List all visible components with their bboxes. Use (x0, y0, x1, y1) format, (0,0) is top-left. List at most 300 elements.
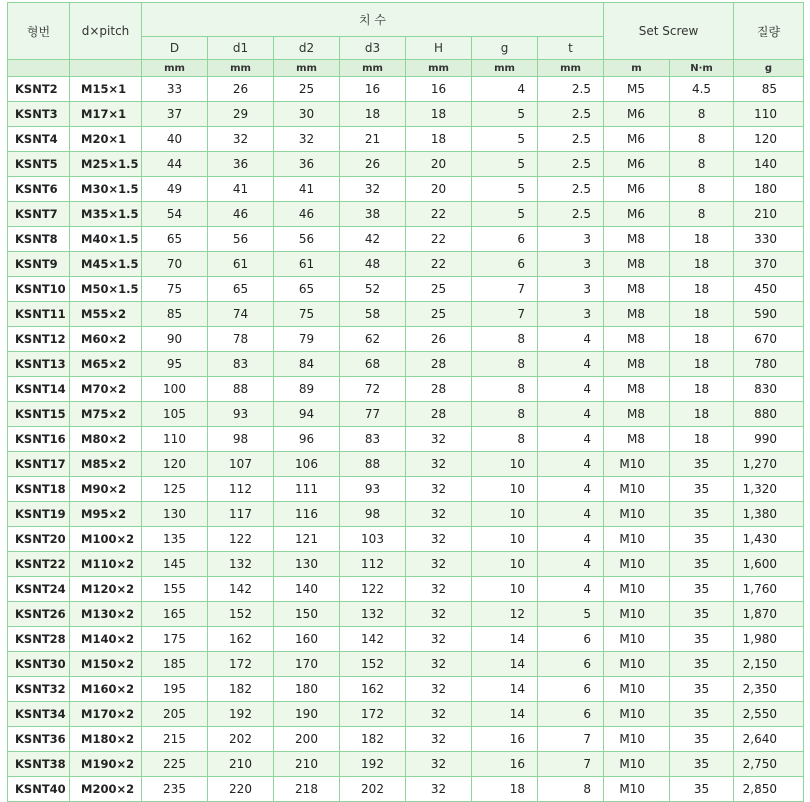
cell-D: 165 (142, 602, 208, 627)
cell-t: 2.5 (538, 77, 604, 102)
cell-H: 32 (406, 677, 472, 702)
cell-model: KSNT24 (8, 577, 70, 602)
cell-t: 2.5 (538, 102, 604, 127)
header-pitch: d×pitch (70, 3, 142, 60)
cell-D: 175 (142, 627, 208, 652)
cell-g: 18 (472, 777, 538, 802)
cell-model: KSNT32 (8, 677, 70, 702)
table-row (8, 277, 804, 302)
table-body (8, 77, 804, 802)
cell-D: 105 (142, 402, 208, 427)
cell-D: 120 (142, 452, 208, 477)
table-row (8, 677, 804, 702)
cell-pitch: M170×2 (70, 702, 142, 727)
cell-d2: 190 (274, 702, 340, 727)
cell-d3: 68 (340, 352, 406, 377)
cell-torque: 8 (670, 102, 734, 127)
cell-H: 25 (406, 277, 472, 302)
cell-torque: 18 (670, 352, 734, 377)
cell-weight: 590 (734, 302, 804, 327)
cell-screw-size: M8 (604, 427, 670, 452)
cell-g: 5 (472, 102, 538, 127)
table-row (8, 102, 804, 127)
cell-g: 10 (472, 502, 538, 527)
cell-H: 32 (406, 477, 472, 502)
cell-d2: 46 (274, 202, 340, 227)
unit-cell: mm (472, 60, 538, 77)
cell-d1: 41 (208, 177, 274, 202)
cell-g: 6 (472, 227, 538, 252)
cell-d3: 18 (340, 102, 406, 127)
cell-screw-size: M5 (604, 77, 670, 102)
cell-d1: 83 (208, 352, 274, 377)
cell-g: 14 (472, 652, 538, 677)
cell-d3: 202 (340, 777, 406, 802)
cell-D: 185 (142, 652, 208, 677)
cell-d1: 29 (208, 102, 274, 127)
cell-d1: 61 (208, 252, 274, 277)
table-row (8, 627, 804, 652)
cell-g: 8 (472, 352, 538, 377)
cell-t: 4 (538, 327, 604, 352)
cell-g: 16 (472, 727, 538, 752)
cell-H: 20 (406, 177, 472, 202)
cell-d1: 192 (208, 702, 274, 727)
header-col-t: t (538, 36, 604, 59)
cell-g: 6 (472, 252, 538, 277)
cell-d2: 180 (274, 677, 340, 702)
cell-d3: 62 (340, 327, 406, 352)
cell-t: 6 (538, 627, 604, 652)
cell-H: 25 (406, 302, 472, 327)
cell-H: 32 (406, 502, 472, 527)
cell-d2: 106 (274, 452, 340, 477)
cell-d3: 132 (340, 602, 406, 627)
table-row (8, 702, 804, 727)
cell-D: 100 (142, 377, 208, 402)
cell-H: 18 (406, 102, 472, 127)
cell-weight: 180 (734, 177, 804, 202)
cell-pitch: M35×1.5 (70, 202, 142, 227)
cell-model: KSNT26 (8, 602, 70, 627)
cell-model: KSNT20 (8, 527, 70, 552)
cell-t: 4 (538, 552, 604, 577)
cell-screw-size: M10 (604, 777, 670, 802)
unit-cell: m (604, 60, 670, 77)
cell-d2: 41 (274, 177, 340, 202)
cell-t: 4 (538, 352, 604, 377)
cell-torque: 8 (670, 127, 734, 152)
cell-screw-size: M10 (604, 702, 670, 727)
cell-t: 4 (538, 427, 604, 452)
cell-d1: 36 (208, 152, 274, 177)
header-col-d3: d3 (340, 36, 406, 59)
cell-H: 28 (406, 352, 472, 377)
cell-D: 65 (142, 227, 208, 252)
cell-weight: 1,430 (734, 527, 804, 552)
cell-model: KSNT38 (8, 752, 70, 777)
cell-model: KSNT40 (8, 777, 70, 802)
cell-d1: 210 (208, 752, 274, 777)
header-set-screw: Set Screw (604, 3, 734, 60)
cell-H: 20 (406, 152, 472, 177)
cell-d2: 170 (274, 652, 340, 677)
cell-pitch: M55×2 (70, 302, 142, 327)
table-row (8, 152, 804, 177)
table-row (8, 777, 804, 802)
cell-D: 145 (142, 552, 208, 577)
cell-pitch: M25×1.5 (70, 152, 142, 177)
cell-d2: 210 (274, 752, 340, 777)
cell-d1: 172 (208, 652, 274, 677)
cell-torque: 8 (670, 152, 734, 177)
cell-t: 6 (538, 652, 604, 677)
cell-pitch: M140×2 (70, 627, 142, 652)
cell-pitch: M200×2 (70, 777, 142, 802)
cell-pitch: M30×1.5 (70, 177, 142, 202)
cell-d3: 103 (340, 527, 406, 552)
cell-d1: 65 (208, 277, 274, 302)
cell-g: 14 (472, 627, 538, 652)
cell-D: 135 (142, 527, 208, 552)
cell-d3: 192 (340, 752, 406, 777)
cell-d3: 152 (340, 652, 406, 677)
cell-H: 32 (406, 452, 472, 477)
cell-weight: 210 (734, 202, 804, 227)
cell-pitch: M70×2 (70, 377, 142, 402)
table-row (8, 502, 804, 527)
cell-d1: 202 (208, 727, 274, 752)
cell-model: KSNT15 (8, 402, 70, 427)
cell-d2: 30 (274, 102, 340, 127)
cell-H: 32 (406, 527, 472, 552)
cell-d3: 172 (340, 702, 406, 727)
cell-d3: 26 (340, 152, 406, 177)
cell-t: 4 (538, 477, 604, 502)
cell-torque: 35 (670, 627, 734, 652)
table-row (8, 202, 804, 227)
cell-t: 6 (538, 677, 604, 702)
cell-torque: 35 (670, 502, 734, 527)
cell-d2: 56 (274, 227, 340, 252)
cell-weight: 110 (734, 102, 804, 127)
cell-screw-size: M10 (604, 577, 670, 602)
table-row (8, 752, 804, 777)
cell-d1: 142 (208, 577, 274, 602)
cell-d3: 182 (340, 727, 406, 752)
cell-pitch: M60×2 (70, 327, 142, 352)
cell-weight: 450 (734, 277, 804, 302)
cell-torque: 35 (670, 677, 734, 702)
cell-D: 215 (142, 727, 208, 752)
table-row (8, 452, 804, 477)
cell-t: 2.5 (538, 177, 604, 202)
cell-d1: 117 (208, 502, 274, 527)
cell-weight: 830 (734, 377, 804, 402)
cell-d1: 26 (208, 77, 274, 102)
cell-screw-size: M10 (604, 452, 670, 477)
table-row (8, 602, 804, 627)
cell-d2: 218 (274, 777, 340, 802)
cell-model: KSNT5 (8, 152, 70, 177)
cell-screw-size: M8 (604, 227, 670, 252)
cell-pitch: M130×2 (70, 602, 142, 627)
unit-cell-blank (70, 60, 142, 77)
cell-torque: 18 (670, 402, 734, 427)
cell-t: 2.5 (538, 202, 604, 227)
cell-weight: 140 (734, 152, 804, 177)
cell-D: 205 (142, 702, 208, 727)
cell-g: 10 (472, 577, 538, 602)
cell-t: 3 (538, 227, 604, 252)
cell-t: 3 (538, 252, 604, 277)
cell-pitch: M85×2 (70, 452, 142, 477)
cell-model: KSNT14 (8, 377, 70, 402)
cell-d1: 74 (208, 302, 274, 327)
cell-torque: 18 (670, 377, 734, 402)
cell-model: KSNT28 (8, 627, 70, 652)
cell-d3: 122 (340, 577, 406, 602)
cell-t: 4 (538, 402, 604, 427)
cell-torque: 18 (670, 227, 734, 252)
cell-g: 14 (472, 677, 538, 702)
cell-H: 16 (406, 77, 472, 102)
cell-screw-size: M8 (604, 352, 670, 377)
cell-torque: 35 (670, 752, 734, 777)
cell-H: 22 (406, 202, 472, 227)
cell-d3: 93 (340, 477, 406, 502)
cell-D: 130 (142, 502, 208, 527)
cell-model: KSNT11 (8, 302, 70, 327)
cell-g: 8 (472, 402, 538, 427)
cell-d2: 96 (274, 427, 340, 452)
cell-H: 32 (406, 552, 472, 577)
table-row (8, 477, 804, 502)
cell-weight: 990 (734, 427, 804, 452)
cell-t: 7 (538, 752, 604, 777)
cell-D: 70 (142, 252, 208, 277)
cell-weight: 85 (734, 77, 804, 102)
cell-g: 14 (472, 702, 538, 727)
cell-pitch: M190×2 (70, 752, 142, 777)
table-row (8, 402, 804, 427)
cell-torque: 8 (670, 202, 734, 227)
cell-H: 32 (406, 702, 472, 727)
cell-pitch: M100×2 (70, 527, 142, 552)
cell-model: KSNT10 (8, 277, 70, 302)
cell-d2: 25 (274, 77, 340, 102)
cell-screw-size: M8 (604, 377, 670, 402)
cell-weight: 120 (734, 127, 804, 152)
cell-D: 33 (142, 77, 208, 102)
cell-torque: 18 (670, 277, 734, 302)
cell-g: 16 (472, 752, 538, 777)
cell-screw-size: M6 (604, 127, 670, 152)
cell-H: 22 (406, 252, 472, 277)
unit-cell: mm (142, 60, 208, 77)
table-row (8, 127, 804, 152)
cell-H: 32 (406, 627, 472, 652)
cell-model: KSNT8 (8, 227, 70, 252)
cell-D: 95 (142, 352, 208, 377)
cell-D: 85 (142, 302, 208, 327)
cell-g: 7 (472, 277, 538, 302)
cell-d2: 140 (274, 577, 340, 602)
cell-H: 32 (406, 602, 472, 627)
cell-t: 8 (538, 777, 604, 802)
cell-H: 32 (406, 427, 472, 452)
cell-d2: 160 (274, 627, 340, 652)
cell-torque: 18 (670, 427, 734, 452)
cell-d3: 32 (340, 177, 406, 202)
cell-d1: 220 (208, 777, 274, 802)
cell-t: 2.5 (538, 152, 604, 177)
cell-d3: 72 (340, 377, 406, 402)
cell-g: 12 (472, 602, 538, 627)
cell-d1: 132 (208, 552, 274, 577)
cell-d3: 58 (340, 302, 406, 327)
cell-t: 4 (538, 452, 604, 477)
cell-pitch: M75×2 (70, 402, 142, 427)
cell-d1: 56 (208, 227, 274, 252)
table-row (8, 377, 804, 402)
cell-model: KSNT3 (8, 102, 70, 127)
cell-screw-size: M6 (604, 152, 670, 177)
cell-torque: 18 (670, 327, 734, 352)
cell-model: KSNT34 (8, 702, 70, 727)
cell-pitch: M40×1.5 (70, 227, 142, 252)
cell-torque: 4.5 (670, 77, 734, 102)
cell-d2: 75 (274, 302, 340, 327)
cell-g: 8 (472, 377, 538, 402)
cell-d2: 32 (274, 127, 340, 152)
cell-model: KSNT7 (8, 202, 70, 227)
cell-g: 5 (472, 152, 538, 177)
cell-g: 10 (472, 477, 538, 502)
cell-torque: 35 (670, 452, 734, 477)
header-col-H: H (406, 36, 472, 59)
cell-d3: 112 (340, 552, 406, 577)
cell-weight: 1,980 (734, 627, 804, 652)
table-row (8, 352, 804, 377)
unit-row (8, 60, 804, 77)
cell-d3: 16 (340, 77, 406, 102)
cell-weight: 2,850 (734, 777, 804, 802)
cell-d2: 94 (274, 402, 340, 427)
cell-d3: 83 (340, 427, 406, 452)
cell-pitch: M17×1 (70, 102, 142, 127)
cell-model: KSNT6 (8, 177, 70, 202)
cell-d3: 38 (340, 202, 406, 227)
cell-pitch: M15×1 (70, 77, 142, 102)
cell-d3: 88 (340, 452, 406, 477)
cell-D: 44 (142, 152, 208, 177)
header-col-d2: d2 (274, 36, 340, 59)
cell-pitch: M120×2 (70, 577, 142, 602)
cell-d1: 46 (208, 202, 274, 227)
table-row (8, 727, 804, 752)
header-weight: 질량 (734, 3, 804, 60)
cell-model: KSNT2 (8, 77, 70, 102)
cell-D: 40 (142, 127, 208, 152)
cell-weight: 780 (734, 352, 804, 377)
cell-weight: 880 (734, 402, 804, 427)
cell-t: 7 (538, 727, 604, 752)
cell-d1: 93 (208, 402, 274, 427)
table-row (8, 252, 804, 277)
cell-weight: 1,600 (734, 552, 804, 577)
header-col-D: D (142, 36, 208, 59)
cell-D: 75 (142, 277, 208, 302)
cell-torque: 35 (670, 727, 734, 752)
cell-D: 54 (142, 202, 208, 227)
cell-weight: 1,760 (734, 577, 804, 602)
unit-cell: g (734, 60, 804, 77)
cell-g: 5 (472, 127, 538, 152)
cell-D: 155 (142, 577, 208, 602)
cell-d1: 88 (208, 377, 274, 402)
cell-torque: 35 (670, 652, 734, 677)
cell-torque: 35 (670, 602, 734, 627)
cell-g: 7 (472, 302, 538, 327)
cell-H: 28 (406, 402, 472, 427)
cell-d2: 150 (274, 602, 340, 627)
cell-d3: 142 (340, 627, 406, 652)
cell-weight: 370 (734, 252, 804, 277)
cell-t: 4 (538, 527, 604, 552)
cell-model: KSNT30 (8, 652, 70, 677)
cell-model: KSNT17 (8, 452, 70, 477)
cell-screw-size: M10 (604, 627, 670, 652)
table-row (8, 427, 804, 452)
cell-weight: 330 (734, 227, 804, 252)
cell-d2: 79 (274, 327, 340, 352)
cell-model: KSNT18 (8, 477, 70, 502)
cell-pitch: M20×1 (70, 127, 142, 152)
cell-d2: 121 (274, 527, 340, 552)
cell-d1: 107 (208, 452, 274, 477)
cell-g: 5 (472, 202, 538, 227)
cell-weight: 670 (734, 327, 804, 352)
cell-t: 6 (538, 702, 604, 727)
cell-torque: 18 (670, 252, 734, 277)
table-row (8, 227, 804, 252)
cell-t: 5 (538, 602, 604, 627)
cell-model: KSNT16 (8, 427, 70, 452)
cell-screw-size: M10 (604, 677, 670, 702)
cell-model: KSNT19 (8, 502, 70, 527)
cell-H: 32 (406, 727, 472, 752)
cell-pitch: M50×1.5 (70, 277, 142, 302)
header-col-d1: d1 (208, 36, 274, 59)
cell-d1: 162 (208, 627, 274, 652)
cell-t: 2.5 (538, 127, 604, 152)
cell-d3: 42 (340, 227, 406, 252)
unit-cell: N·m (670, 60, 734, 77)
cell-g: 5 (472, 177, 538, 202)
cell-screw-size: M10 (604, 552, 670, 577)
cell-model: KSNT13 (8, 352, 70, 377)
cell-screw-size: M10 (604, 727, 670, 752)
cell-pitch: M45×1.5 (70, 252, 142, 277)
cell-D: 195 (142, 677, 208, 702)
cell-D: 49 (142, 177, 208, 202)
table-row (8, 577, 804, 602)
table-row (8, 552, 804, 577)
cell-model: KSNT4 (8, 127, 70, 152)
cell-weight: 2,550 (734, 702, 804, 727)
cell-d2: 89 (274, 377, 340, 402)
